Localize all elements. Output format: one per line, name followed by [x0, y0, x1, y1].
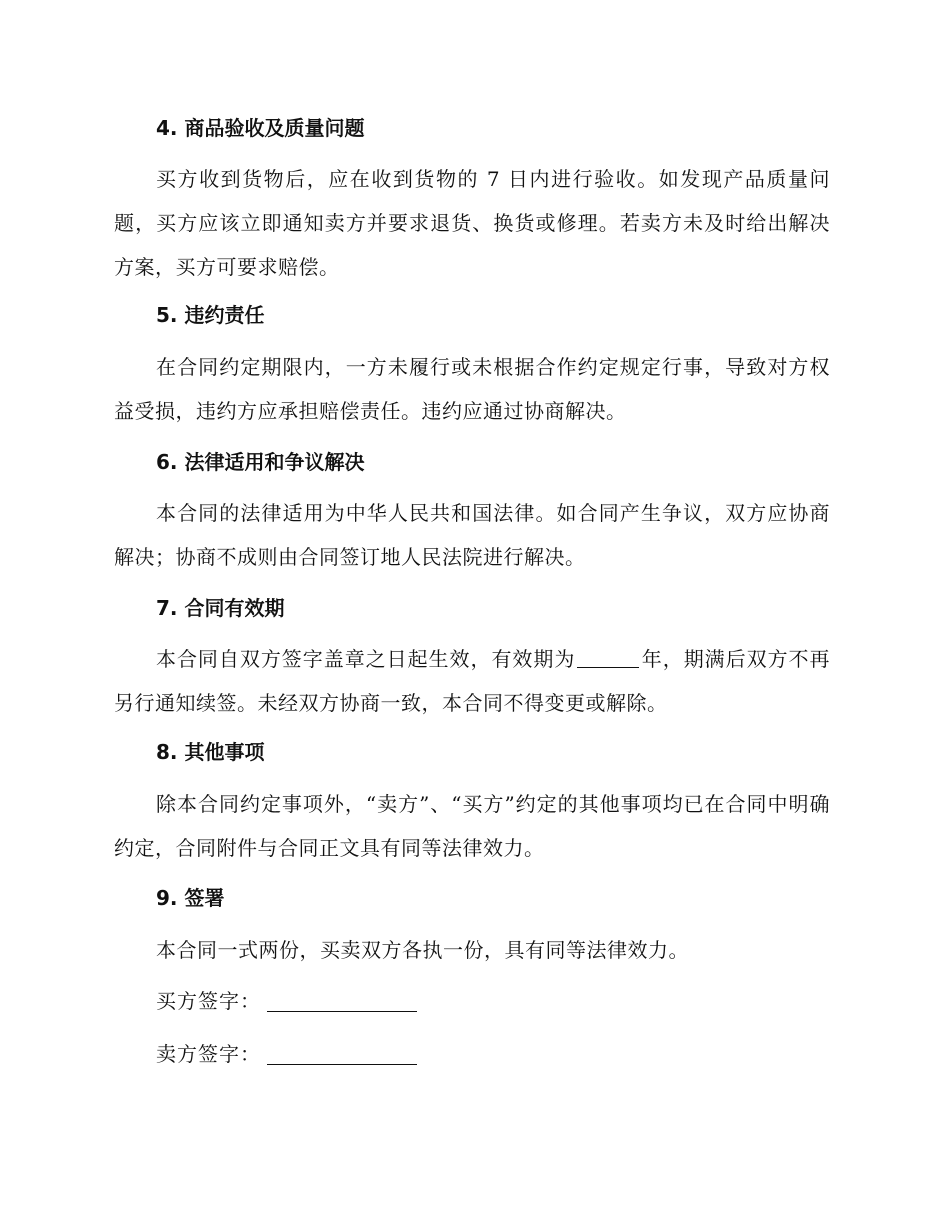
section-6-paragraph: 本合同的法律适用为中华人民共和国法律。如合同产生争议，双方应协商解决；协商不成则由合同签订地人民法院进行解决。: [114, 501, 830, 569]
section-7-heading: 7. 合同有效期: [156, 596, 285, 620]
section-4-paragraph: 买方收到货物后，应在收到货物的 7 日内进行验收。如发现产品质量问题，买方应该立即通知卖方并要求退货、换货或修理。若卖方未及时给出解决方案，买方可要求赔偿。: [114, 167, 830, 279]
section-8-heading: 8. 其他事项: [156, 740, 265, 764]
seller-signature-label: 卖方签字：: [156, 1042, 261, 1066]
section-5-paragraph: 在合同约定期限内，一方未履行或未根据合作约定规定行事，导致对方权益受损，违约方应承担赔偿责任。违约应通过协商解决。: [114, 355, 830, 423]
section-7-text-after-blank: 年，期满后双方不再另行通知续签。未经双方协商一致，本合同不得变更或解除。: [114, 647, 831, 715]
section-7-text-before-blank: 本合同自双方签字盖章之日起生效，有效期为: [156, 647, 576, 671]
seller-signature-line: [156, 1039, 417, 1069]
buyer-signature-label: 买方签字：: [156, 989, 261, 1013]
section-6-heading: 6. 法律适用和争议解决: [156, 450, 365, 474]
section-9-paragraph: 本合同一式两份，买卖双方各执一份，具有同等法律效力。: [156, 938, 689, 962]
section-5-heading: 5. 违约责任: [156, 303, 265, 327]
section-8-paragraph: 除本合同约定事项外，“卖方”、“买方”约定的其他事项均已在合同中明确约定，合同附件与合同正文具有同等法律效力。: [114, 792, 830, 860]
buyer-signature-line: [156, 986, 417, 1016]
section-7-paragraph: [114, 637, 830, 725]
section-4-heading: 4. 商品验收及质量问题: [156, 116, 365, 140]
section-9-heading: 9. 签署: [156, 886, 225, 910]
validity-years-blank: [577, 645, 639, 668]
buyer-signature-blank: [267, 989, 417, 1012]
seller-signature-blank: [267, 1042, 417, 1065]
